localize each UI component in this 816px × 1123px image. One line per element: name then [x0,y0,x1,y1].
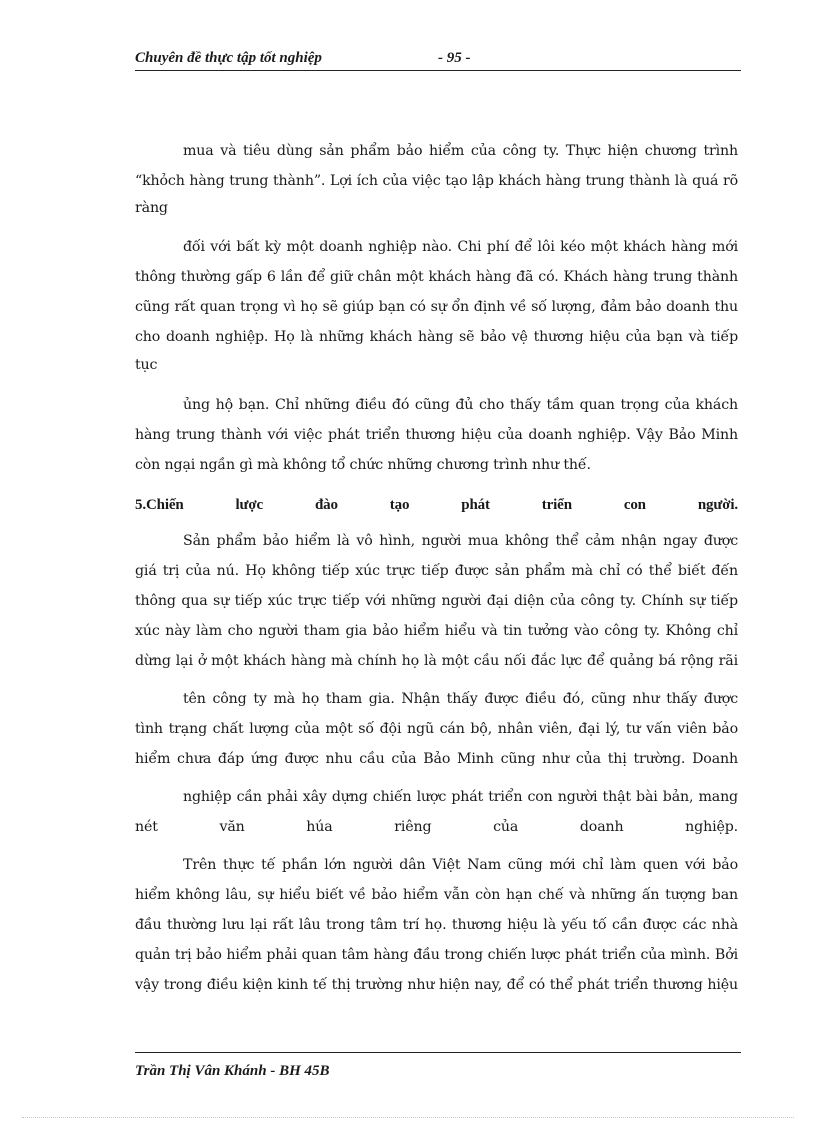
text-line: hàng trung thành với việc phát triển thương hiệu của doanh nghiệp. Vậy Bảo Minh [135,427,738,443]
text-line: vậy trong điều kiện kinh tế thị trường như hiện nay, để có thể phát triển thương hiệu [135,977,738,993]
text-line: xúc này làm cho người tham gia bảo hiểm hiểu và tin tưởng vào công ty. Không chỉ [135,623,738,639]
text-line: nghiệp cần phải xây dựng chiến lược phát triển con người thật bài bản, mang [183,789,738,805]
text-line: quản trị bảo hiểm phải quan tâm hàng đầu trong chiến lược phát triển của mình. Bởi [135,947,738,963]
text-line: “khỏch hàng trung thành”. Lợi ích của việc tạo lập khách hàng trung thành là quá rõ [135,173,738,189]
text-line: tên công ty mà họ tham gia. Nhận thấy được điều đó, cũng như thấy được [183,691,738,707]
text-line: tục [135,357,158,373]
text-line: thông thường gấp 6 lần để giữ chân một khách hàng đã có. Khách hàng trung thành [135,269,738,285]
text-line: tình trạng chất lượng của một số đội ngũ cán bộ, nhân viên, đại lý, tư vấn viên bảo [135,721,738,737]
page-number: - 95 - [438,50,471,66]
text-line: ràng [135,200,168,216]
header-title: Chuyên đề thực tập tốt nghiệp [135,50,322,66]
text-line: nét văn húa riêng của doanh nghiệp. [135,819,738,835]
page-header [135,48,741,71]
section-heading: 5.Chiến lược đào tạo phát triển con người. [135,497,738,513]
footer-author: Trần Thị Vân Khánh - BH 45B [135,1063,330,1079]
text-line: đầu thường lưu lại rất lâu trong tâm trí họ. thương hiệu là yếu tố cần được các nhà [135,917,738,933]
text-line: mua và tiêu dùng sản phẩm bảo hiểm của công ty. Thực hiện chương trình [183,143,738,159]
text-line: cho doanh nghiệp. Họ là những khách hàng sẽ bảo vệ thương hiệu của bạn và tiếp [135,329,738,345]
text-line: giá trị của nú. Họ không tiếp xúc trực tiếp được sản phẩm mà chỉ có thể biết đến [135,563,738,579]
text-line: thông qua sự tiếp xúc trực tiếp với những người đại diện của công ty. Chính sự tiếp [135,593,738,609]
text-line: dừng lại ở một khách hàng mà chính họ là một cầu nối đắc lực để quảng bá rộng rãi [135,653,738,669]
text-line: Trên thực tế phần lớn người dân Việt Nam cũng mới chỉ làm quen với bảo [183,857,738,873]
page-edge-divider [22,1117,794,1118]
text-line: Sản phẩm bảo hiểm là vô hình, người mua không thể cảm nhận ngay được [183,533,738,549]
text-line: cũng rất quan trọng vì họ sẽ giúp bạn có sự ổn định về số lượng, đảm bảo doanh thu [135,299,738,315]
text-line: hiểm không lâu, sự hiểu biết về bảo hiểm vẫn còn hạn chế và những ấn tượng ban [135,887,738,903]
text-line: đối với bất kỳ một doanh nghiệp nào. Chi phí để lôi kéo một khách hàng mới [183,239,738,255]
text-line: còn ngại ngần gì mà không tổ chức những chương trình như thế. [135,457,591,473]
page-footer [135,1052,741,1079]
text-line: hiểm chưa đáp ứng được nhu cầu của Bảo Minh cũng như của thị trường. Doanh [135,751,738,767]
text-line: ủng hộ bạn. Chỉ những điều đó cũng đủ cho thấy tầm quan trọng của khách [183,397,738,413]
